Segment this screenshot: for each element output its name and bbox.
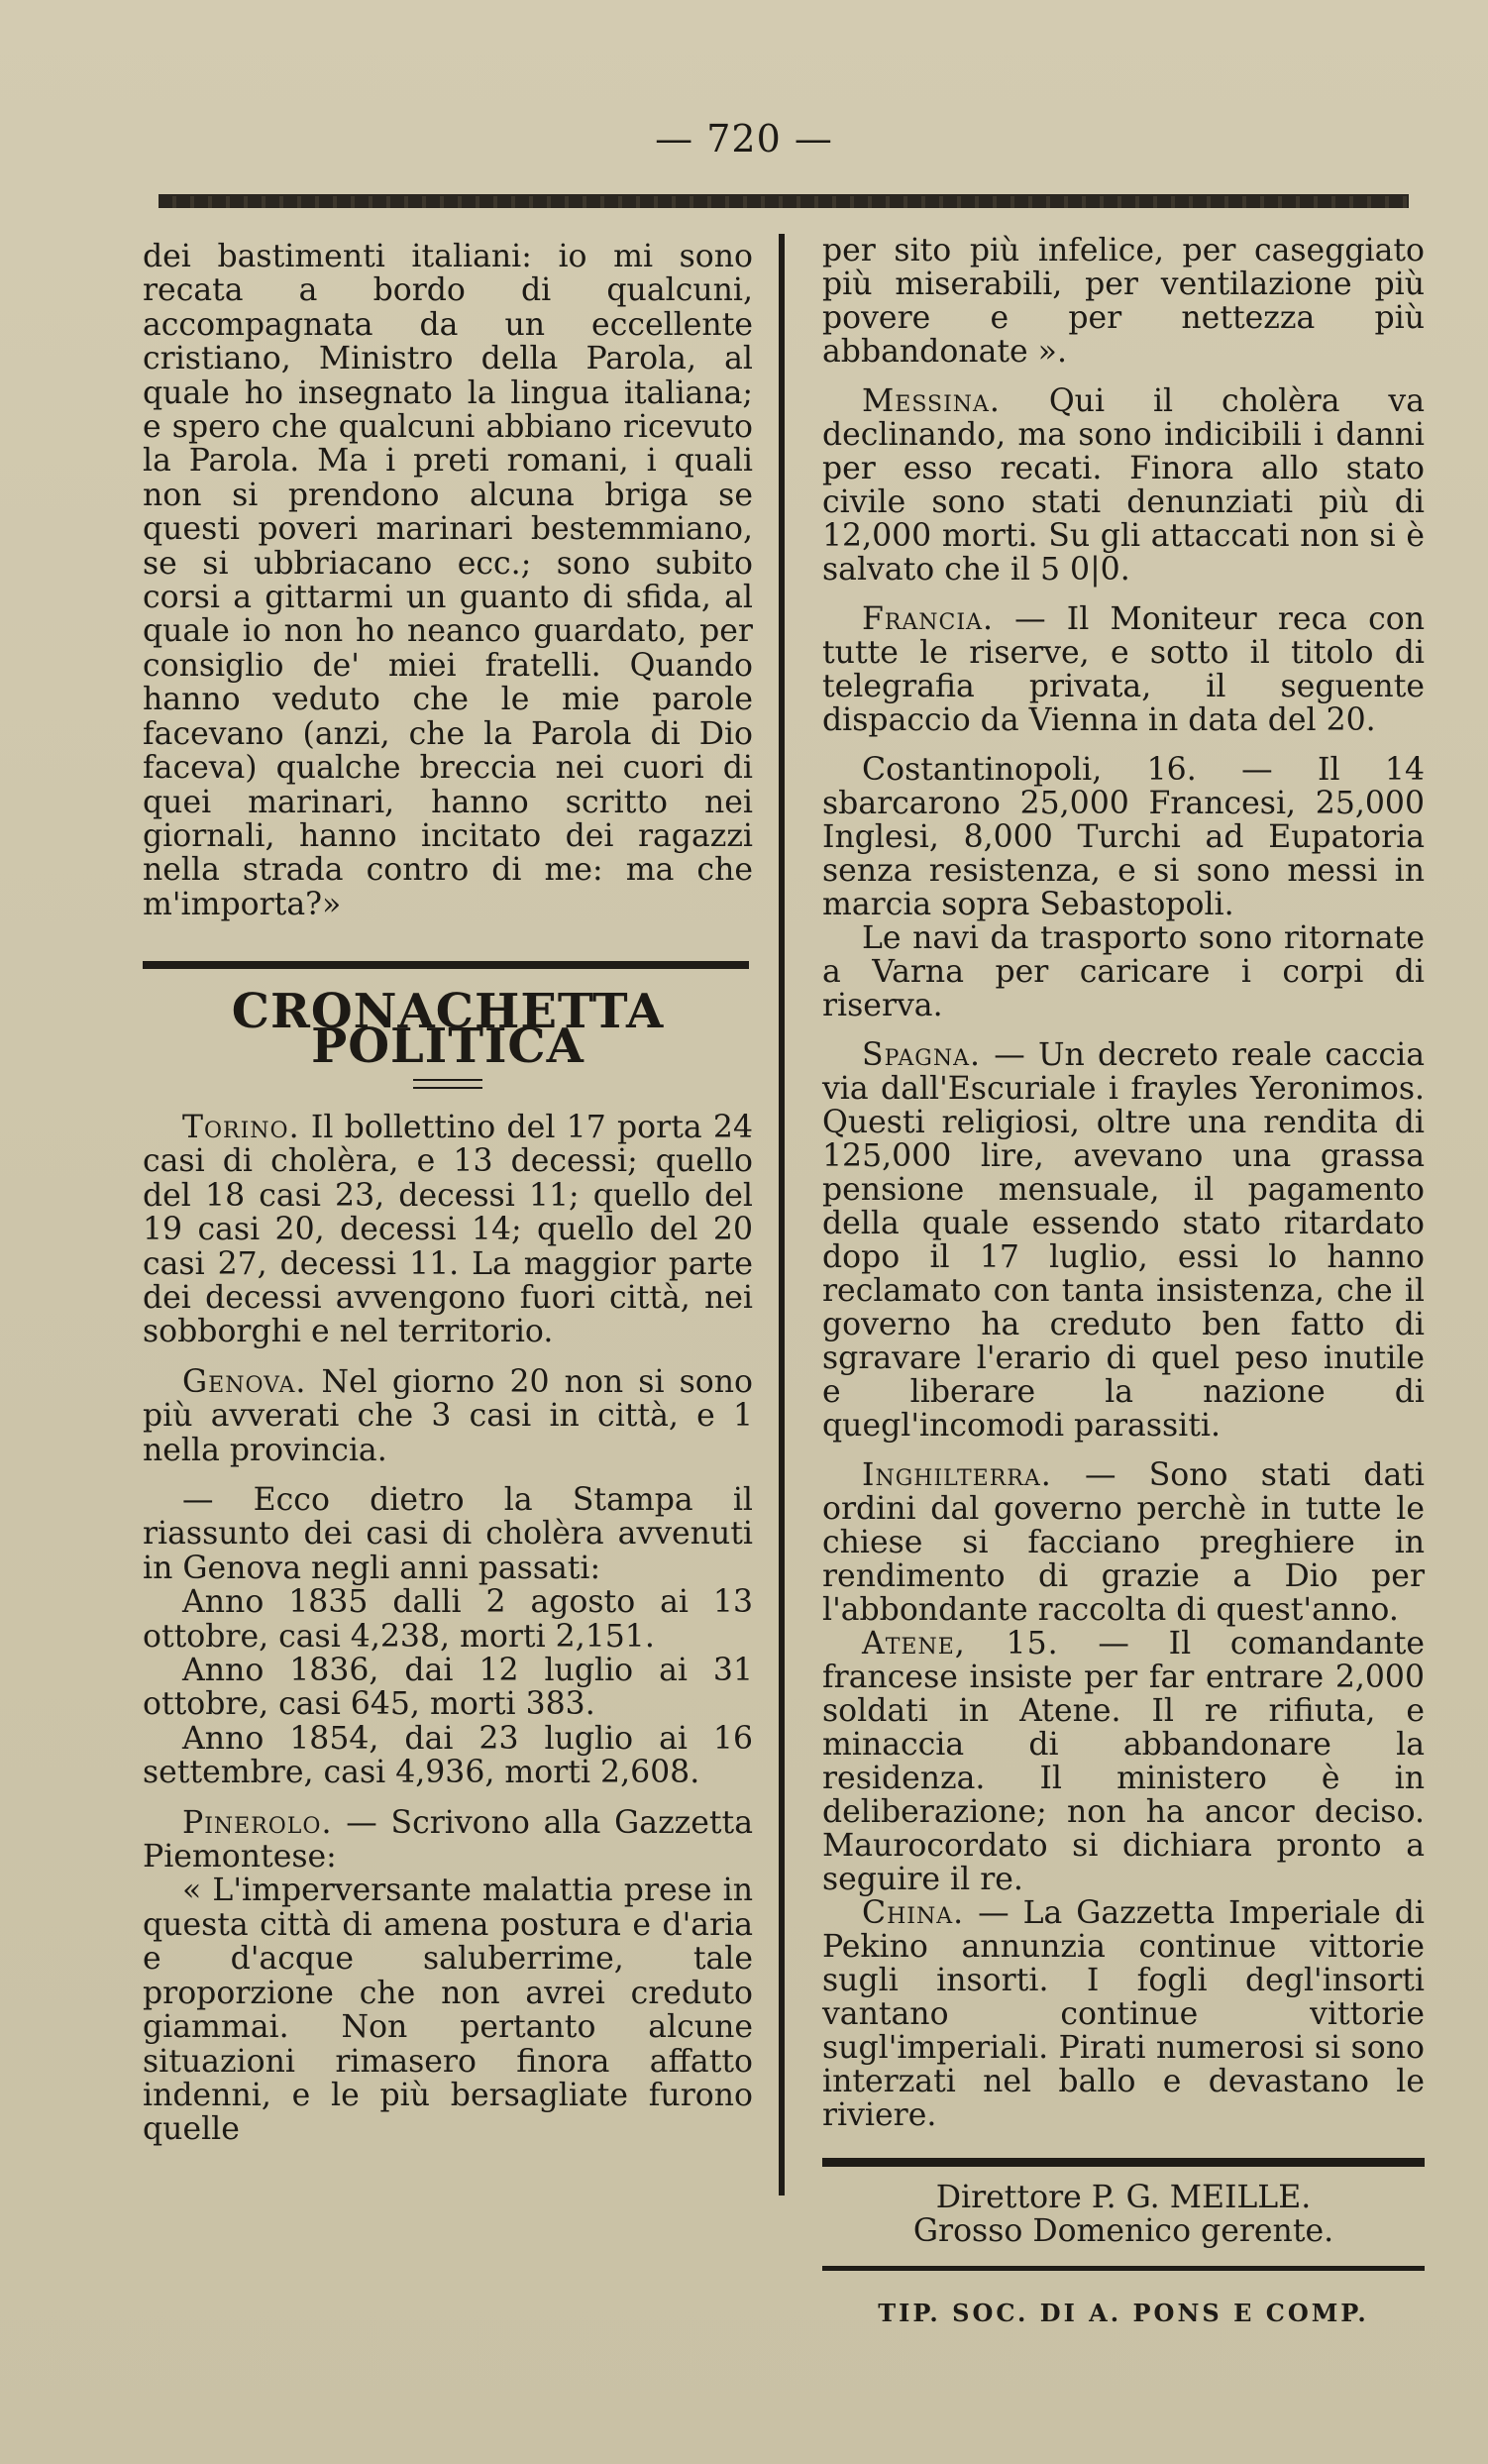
director-line: Direttore P. G. MEILLE. — [935, 2180, 1312, 2215]
genova-heading: Genova. — [182, 1363, 307, 1400]
header-rule — [159, 194, 1409, 208]
inghilterra-paragraph — [822, 1458, 1425, 1627]
continuation-text: per sito più infelice, per caseggiato più miserabili, per ventilazione più povere e per nettezza più abbandonate ». — [822, 233, 1425, 370]
francia-heading: Francia. — [862, 601, 994, 637]
left-column — [143, 240, 753, 2147]
section-title: CRONACHETTA POLITICA — [231, 984, 665, 1074]
anno-1835: Anno 1835 dalli 2 agosto ai 13 ottobre, casi 4,238, morti 2,151. — [143, 1584, 753, 1655]
footer-rule-bottom — [822, 2266, 1425, 2271]
china-heading: China. — [862, 1895, 965, 1931]
navi-paragraph: Le navi da trasporto sono ritornate a Varna per caricare i corpi di riserva. — [822, 920, 1425, 1023]
pinerolo-quote: « L'imperversante malattia prese in questa città di amena postura e d'aria e d'acque saluberrime, tale proporzione che non avrei creduto giammai. Non pertanto alcune situazioni rimasero finora affatto indenni, e le più bersagliate furono quelle — [143, 1873, 753, 2148]
genova-stampa-paragraph: — Ecco dietro la Stampa il riassunto dei casi di cholèra avvenuti in Genova negli anni passati: — [143, 1482, 753, 1586]
pinerolo-text: — Scrivono alla Gazzetta Piemontese: — [143, 1804, 753, 1875]
torino-text: Il bollettino del 17 porta 24 casi di cholèra, e 13 decessi; quello del 18 casi 23, decessi 11; quello del 19 casi 20, decessi 14; quello del 20 casi 27, decessi 11. La maggior parte dei decessi avvengono fuori città, nei sobborghi e nel territorio. — [143, 1109, 753, 1350]
section-rule — [143, 961, 749, 969]
costantinopoli-paragraph: Costantinopoli, 16. — Il 14 sbarcarono 25,000 Francesi, 25,000 Inglesi, 8,000 Turchi ad Eupatoria senza resistenza, e si sono messi in marcia sopra Sebastopoli. — [822, 752, 1425, 922]
genova-paragraph — [143, 1365, 753, 1467]
letter-text: dei bastimenti italiani: io mi sono recata a bordo di qualcuni, accompagnata da un eccellente cristiano, Ministro della Parola, al quale ho insegnato la lingua italiana; e spero che qualcuni abbiano ricevuto la Parola. Ma i preti romani, i quali non si prendono alcuna briga se questi poveri marinari bestemmiano, se si ubbriacano ecc.; sono subito corsi a gittarmi un guanto di sfida, al quale io non ho neanco guardato, per consiglio de' miei fratelli. Quando hanno veduto che le mie parole facevano (anzi, che la Parola di Dio faceva) qualche breccia nei cuori di quei marinari, hanno scritto nei giornali, hanno incitato dei ragazzi nella strada contro di me: ma che m'importa?» — [143, 239, 753, 922]
pinerolo-paragraph — [143, 1806, 753, 1875]
title-underline — [413, 1079, 482, 1089]
china-paragraph — [822, 1896, 1425, 2132]
francia-paragraph — [822, 602, 1425, 737]
francia-text: — Il Moniteur reca con tutte le riserve, e sotto il titolo di telegrafia privata, il seguente dispaccio da Vienna in data del 20. — [822, 601, 1426, 738]
anno-1854: Anno 1854, dai 23 luglio ai 16 settembre, casi 4,936, morti 2,608. — [143, 1720, 753, 1791]
china-text: — La Gazzetta Imperiale di Pekino annunzia continue vittorie sugli insorti. I fogli degl'insorti vantano continue vittorie sugl'imperiali. Pirati numerosi si sono interzati nel ballo e devastano le riviere. — [822, 1895, 1426, 2133]
footer-rule — [822, 2158, 1425, 2167]
printer-imprint: TIP. SOC. DI A. PONS E COMP. — [878, 2299, 1369, 2327]
inghilterra-text: — Sono stati dati ordini dal governo perchè in tutte le chiese si facciano preghiere in rendimento di grazie a Dio per l'abbondante raccolta di quest'anno. — [822, 1457, 1426, 1628]
column-divider — [779, 234, 785, 2196]
atene-paragraph — [822, 1627, 1425, 1896]
torino-paragraph — [143, 1111, 753, 1349]
inghilterra-heading: Inghilterra. — [862, 1457, 1052, 1493]
torino-heading: Torino. — [182, 1109, 300, 1145]
pinerolo-heading: Pinerolo. — [182, 1804, 333, 1841]
spagna-paragraph — [822, 1038, 1425, 1443]
atene-heading: Atene, 15. — [862, 1626, 1059, 1661]
gerente-line: Grosso Domenico gerente. — [912, 2213, 1334, 2249]
right-column — [822, 234, 1425, 2330]
messina-paragraph — [822, 384, 1425, 587]
anno-1836: Anno 1836, dai 12 luglio ai 31 ottobre, casi 645, morti 383. — [143, 1653, 753, 1723]
messina-text: Qui il cholèra va declinando, ma sono indicibili i danni per esso recati. Finora allo stato civile sono stati denunziati più di 12,000 morti. Su gli attaccati non si è salvato che il 5 0|0. — [822, 383, 1425, 588]
page-number: — 720 — — [655, 117, 833, 161]
atene-text: — Il comandante francese insiste per far entrare 2,000 soldati in Atene. Il re rifiuta, e minaccia di abbandonare la residenza. Il ministero è in deliberazione; non ha ancor deciso. Maurocordato si dichiara pronto a seguire il re. — [822, 1626, 1425, 1897]
genova-text: Nel giorno 20 non si sono più avverati che 3 casi in città, e 1 nella provincia. — [143, 1363, 753, 1468]
spagna-heading: Spagna. — [862, 1037, 981, 1073]
spagna-text: — Un decreto reale caccia via dall'Escuriale i frayles Yeronimos. Questi religiosi, oltre una rendita di 125,000 lire, avevano una grassa pensione mensuale, il pagamento della quale essendo stato ritardato dopo il 17 luglio, essi lo hanno reclamato con tanta insistenza, che il governo ha creduto ben fatto di sgravare l'erario di quel peso inutile e liberare la nazione di quegl'incomodi parassiti. — [822, 1037, 1425, 1444]
messina-heading: Messina. — [862, 383, 1001, 419]
